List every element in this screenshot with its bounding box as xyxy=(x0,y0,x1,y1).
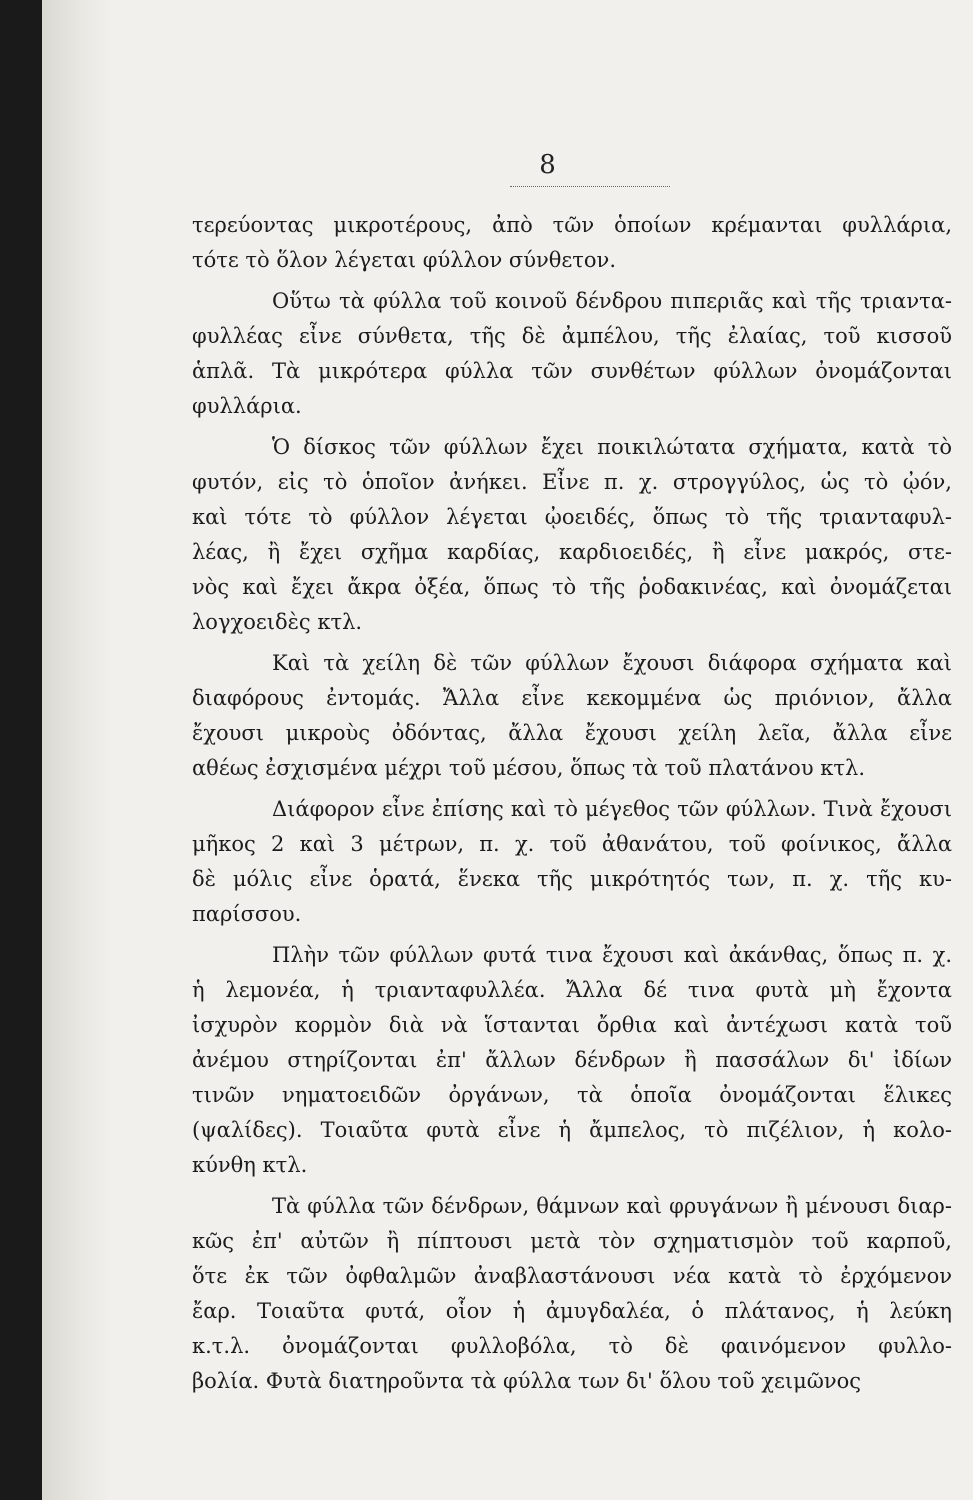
text-line: καὶ τότε τὸ φύλλον λέγεται ᾠοειδές, ὅπως τὸ τῆς τριανταφυλ- xyxy=(192,505,952,529)
header-rule xyxy=(510,186,670,187)
page-number: 8 xyxy=(539,150,556,180)
text-line: νὸς καὶ ἔχει ἄκρα ὀξέα, ὅπως τὸ τῆς ῥοδακινέας, καὶ ὀνομάζεται xyxy=(192,575,952,599)
text-line: φυλλάρια. xyxy=(192,394,302,418)
text-line: Διάφορον εἶνε ἐπίσης καὶ τὸ μέγεθος τῶν φύλλων. Τινὰ ἔχουσι xyxy=(272,797,952,821)
paragraph xyxy=(192,284,952,424)
paragraph xyxy=(192,646,952,786)
text-line: διαφόρους ἐντομάς. Ἄλλα εἶνε κεκομμένα ὡς πριόνιον, ἄλλα xyxy=(192,686,952,710)
text-line: (ψαλίδες). Τοιαῦτα φυτὰ εἶνε ἡ ἄμπελος, τὸ πιζέλιον, ἡ κολο- xyxy=(192,1118,952,1142)
text-line: Καὶ τὰ χείλη δὲ τῶν φύλλων ἔχουσι διάφορα σχήματα καὶ xyxy=(272,651,952,675)
text-line: δὲ μόλις εἶνε ὁρατά, ἕνεκα τῆς μικρότητός των, π. χ. τῆς κυ- xyxy=(192,867,952,891)
page-body-text xyxy=(192,208,952,1399)
paragraph xyxy=(192,792,952,932)
text-line: τινῶν νηματοειδῶν ὀργάνων, τὰ ὁποῖα ὀνομάζονται ἕλικες xyxy=(192,1083,952,1107)
text-line: κῶς ἐπ' αὐτῶν ἢ πίπτουσι μετὰ τὸν σχηματισμὸν τοῦ καρποῦ, xyxy=(192,1229,952,1253)
text-line: Οὕτω τὰ φύλλα τοῦ κοινοῦ δένδρου πιπεριᾶς καὶ τῆς τριαντα- xyxy=(272,289,952,313)
text-line: ἁπλᾶ. Τὰ μικρότερα φύλλα τῶν συνθέτων φύλλων ὀνομάζονται xyxy=(192,359,952,383)
text-line: αθέως ἐσχισμένα μέχρι τοῦ μέσου, ὅπως τὰ τοῦ πλατάνου κτλ. xyxy=(192,756,865,780)
text-line: φυτόν, εἰς τὸ ὁποῖον ἀνήκει. Εἶνε π. χ. στρογγύλος, ὡς τὸ ᾠόν, xyxy=(192,470,952,494)
text-line: μῆκος 2 καὶ 3 μέτρων, π. χ. τοῦ ἀθανάτου, τοῦ φοίνικος, ἄλλα xyxy=(192,832,952,856)
text-line: λογχοειδὲς κτλ. xyxy=(192,610,363,634)
text-line: Τὰ φύλλα τῶν δένδρων, θάμνων καὶ φρυγάνων ἢ μένουσι διαρ- xyxy=(272,1194,952,1218)
text-line: κύνθη κτλ. xyxy=(192,1153,308,1177)
text-line: Πλὴν τῶν φύλλων φυτά τινα ἔχουσι καὶ ἀκάνθας, ὅπως π. χ. xyxy=(272,943,952,967)
text-line: κ.τ.λ. ὀνομάζονται φυλλοβόλα, τὸ δὲ φαινόμενον φυλλο- xyxy=(192,1334,952,1358)
text-line: ἰσχυρὸν κορμὸν διὰ νὰ ἵστανται ὄρθια καὶ ἀντέχωσι κατὰ τοῦ xyxy=(192,1013,952,1037)
paragraph xyxy=(192,208,952,278)
text-line: βολία. Φυτὰ διατηροῦντα τὰ φύλλα των δι' ὅλου τοῦ χειμῶνος xyxy=(192,1369,862,1393)
text-line: τερεύοντας μικροτέρους, ἀπὸ τῶν ὁποίων κρέμανται φυλλάρια, xyxy=(192,213,952,237)
text-line: ἔχουσι μικροὺς ὀδόντας, ἄλλα ἔχουσι χείλη λεῖα, ἄλλα εἶνε xyxy=(192,721,952,745)
paragraph xyxy=(192,938,952,1183)
text-line: ἡ λεμονέα, ἡ τριανταφυλλέα. Ἄλλα δέ τινα φυτὰ μὴ ἔχοντα xyxy=(192,978,952,1002)
text-line: παρίσσου. xyxy=(192,902,302,926)
book-page xyxy=(42,0,973,1500)
page-edge-shadow xyxy=(42,0,112,1500)
text-line: ἀνέμου στηρίζονται ἐπ' ἄλλων δένδρων ἢ πασσάλων δι' ἰδίων xyxy=(192,1048,952,1072)
text-line: ἔαρ. Τοιαῦτα φυτά, οἷον ἡ ἀμυγδαλέα, ὁ πλάτανος, ἡ λεύκη xyxy=(192,1299,952,1323)
paragraph xyxy=(192,1189,952,1399)
paragraph xyxy=(192,430,952,640)
text-line: Ὁ δίσκος τῶν φύλλων ἔχει ποικιλώτατα σχήματα, κατὰ τὸ xyxy=(272,435,952,459)
text-line: φυλλέας εἶνε σύνθετα, τῆς δὲ ἀμπέλου, τῆς ἐλαίας, τοῦ κισσοῦ xyxy=(192,324,952,348)
text-line: τότε τὸ ὅλον λέγεται φύλλον σύνθετον. xyxy=(192,248,616,272)
text-line: λέας, ἢ ἔχει σχῆμα καρδίας, καρδιοειδές, ἢ εἶνε μακρός, στε- xyxy=(192,540,952,564)
text-line: ὅτε ἐκ τῶν ὀφθαλμῶν ἀναβλαστάνουσι νέα κατὰ τὸ ἐρχόμενον xyxy=(192,1264,952,1288)
